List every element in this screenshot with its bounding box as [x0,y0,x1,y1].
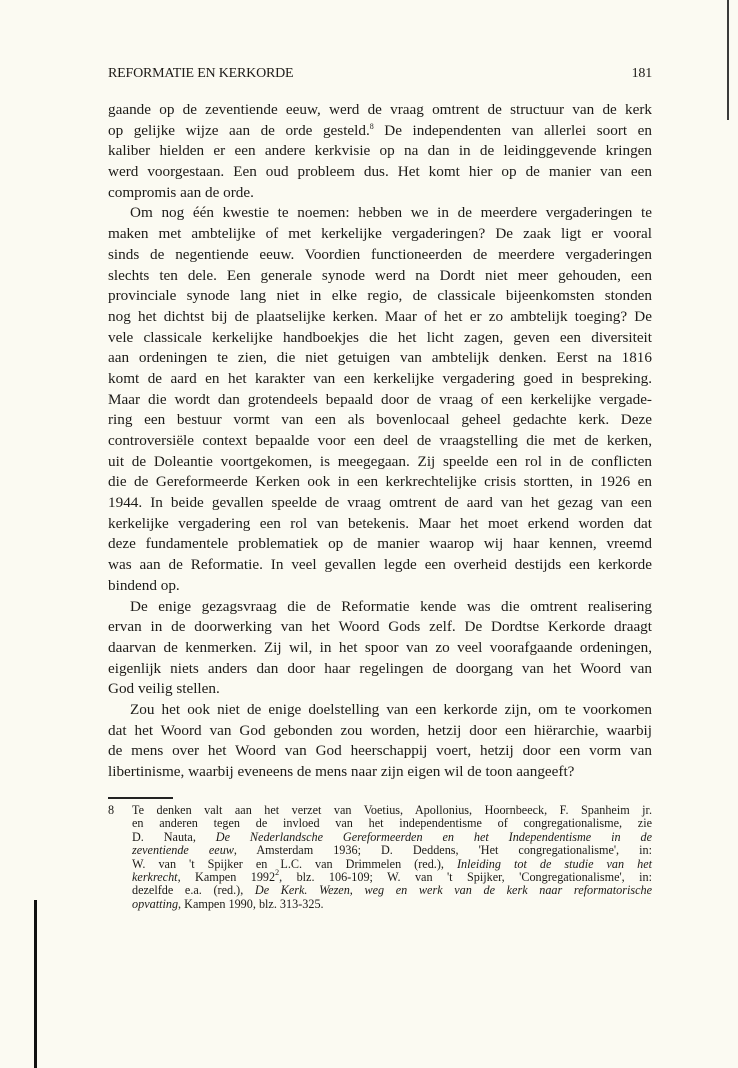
text-line: Maar die wordt dan grotendeels bepaald door de vraag of een kerkelijke vergade- [108,390,652,408]
text-line: werd voorgestaan. Een oud probleem dus. Het komt hier op de manier van een [108,163,652,181]
italic-title: De Kerk. Wezen, weg en werk van de kerk naar reformatorische [254,883,652,898]
text-segment: , Amsterdam 1936; D. Deddens, 'Het congregationalisme', in: [233,843,652,858]
paragraph [108,203,652,596]
text-segment: 2 [275,867,280,877]
paragraph [108,100,652,203]
footnote-number: 8 [108,803,115,817]
footnote-line [132,844,652,857]
text-segment: , Kampen 1992 [177,869,276,884]
text-line: provinciale synode lang niet in elke regio, de classicale bijeenkomsten stonden [108,287,652,305]
text-segment: , Kampen 1990, blz. 313-325. [178,896,324,911]
footnote [108,804,652,911]
text-line: aan ordeningen te zien, die niet getuigen van ambtelijk denken. Eerst na 1816 [108,349,652,367]
text-line: 1944. In beide gevallen speelde de vraag omtrent de aard van het gezag van een [108,494,652,512]
text-line: God veilig stellen. [108,680,220,698]
text-line: komt de aard en het karakter van een kerkelijke vergadering goed in bespreking. [108,369,652,387]
text-line: Om nog één kwestie te noemen: hebben we in de meerdere vergaderingen te [130,204,652,222]
footnote-line [132,817,652,830]
text-line: maken met ambtelijke of met kerkelijke vergaderingen? De zaak ligt er vooral [108,225,652,243]
italic-title: kerkrecht [132,869,178,884]
text-line: was aan de Reformatie. In veel gevallen legde een overheid destijds een kerkorde [108,556,652,574]
footnote-line [132,804,652,817]
text-line: slechts ten dele. Een generale synode werd na Dordt niet meer gehouden, een [108,266,652,284]
text-segment: op gelijke wijze aan de orde gesteld. [108,121,370,139]
text-segment: dezelfde e.a. (red.), [132,883,255,898]
page-number: 181 [631,66,652,81]
footnote-line [132,884,652,897]
text-line: deze fundamentele problematiek op de manier waarop wij haar kennen, vreemd [108,535,652,553]
italic-title: zeventiende eeuw [132,843,234,858]
text-segment: De independenten van allerlei soort en [373,121,652,139]
italic-title: De Nederlandsche Gereformeerden en het Independentisme in de [215,829,652,844]
text-line: de mens over het Woord van God heerschappij voert, hetzij door een vorm van [108,742,652,760]
footnote-line [132,831,652,844]
text-segment: W. van 't Spijker en L.C. van Drimmelen (red.), [132,856,457,871]
text-line: vele classicale kerkelijke handboekjes die het licht zagen, geven een diversiteit [108,328,652,346]
text-line: De enige gezagsvraag die de Reformatie kende was die omtrent realisering [130,597,652,615]
text-line: controversiële context bepaalde voor een deel de vraagstelling die met de kerken, [108,432,652,449]
text-line: bindend op. [108,576,180,594]
text-line: compromis aan de orde. [108,183,254,201]
text-line: sinds de negentiende eeuw. Voordien functioneerden de meerdere vergaderingen [108,245,652,263]
body-text [108,100,652,783]
paragraph [108,597,652,700]
text-line: uit de Doleantie voortgekomen, is meegegaan. Zij speelde een rol in de conflicten [108,452,652,470]
text-line: die de Gereformeerde Kerken ook in een kerkrechtelijke crisis stortten, in 1926 en [108,473,652,491]
italic-title: Inleiding tot de studie van het [456,856,653,871]
running-title: REFORMATIE EN KERKORDE [108,66,294,81]
paragraph [108,700,652,783]
text-line: dat het Woord van God gebonden zou worden, hetzij door een hiërarchie, waarbij [108,721,652,739]
running-header [108,66,652,82]
footnote-line [132,867,652,884]
text-line: kaliber hielden er een andere kerkvisie op na dan in de leidinggevende kringen [108,142,652,160]
text-line: ervan in de doorwerking van het Woord Gods zelf. De Dordtse Kerkorde draagt [108,618,652,636]
text-line: nog het dichtst bij de plaatselijke kerken. Maar of het er zo ambtelijk toeging? De [108,307,652,325]
text-line: ring een bestuur vormt van een als bovenlocaal geheel gedachte kerk. Deze [108,411,652,429]
scan-edge-right [727,0,729,120]
footnote-reference: 8 [369,121,374,131]
scan-edge-left [34,900,37,1068]
text-line [108,121,652,142]
text-segment: D. Nauta, [132,829,216,844]
text-line: libertinisme, waarbij eveneens de mens naar zijn eigen wil de toon aangeeft? [108,763,575,780]
text-line: kerkelijke vergadering een rol van betekenis. Maar het moet erkend worden dat [108,514,652,532]
footnote-line [132,898,652,911]
italic-title: opvatting [132,896,179,911]
footnote-line [132,858,652,871]
footnote-rule [108,797,173,799]
text-line: daarvan de kenmerken. Zij wil, in het spoor van zo veel voorafgaande ordeningen, [108,638,652,656]
text-line: eigenlijk niets anders dan door haar regelingen de doorgang van het Woord van [108,659,652,677]
text-line: Zou het ook niet de enige doelstelling van een kerkorde zijn, om te voorkomen [130,700,652,718]
footnote-text [132,804,652,911]
text-line: gaande op de zeventiende eeuw, werd de vraag omtrent de structuur van de kerk [108,101,652,118]
text-segment: en anderen tegen de invloed van het independentisme of congregationalisme, zie [132,816,652,831]
text-segment: , blz. 106-109; W. van 't Spijker, 'Congregationalisme', in: [279,869,652,884]
text-segment: Te denken valt aan het verzet van Voetius, Apollonius, Hoornbeeck, F. Spanheim jr. [132,803,652,817]
